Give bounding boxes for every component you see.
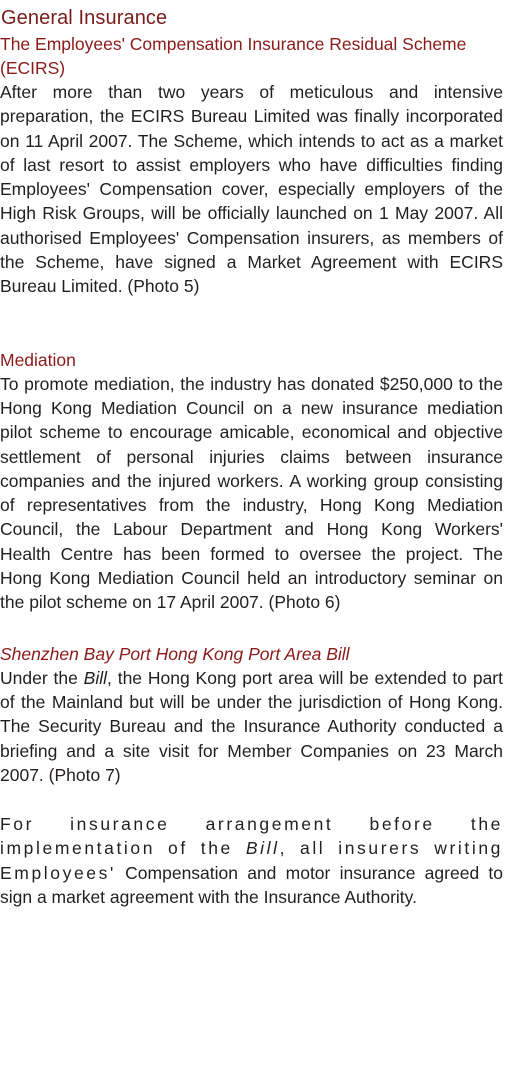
spacer: [0, 615, 503, 640]
shenzhen-paragraph-1: [0, 666, 503, 787]
shenzhen-p2-lead: For insurance arrangement before the implementation of the: [0, 814, 503, 859]
mediation-heading: Mediation: [0, 349, 76, 370]
shenzhen-heading: Shenzhen Bay Port Hong Kong Port Area Bill: [0, 643, 350, 664]
ecirs-paragraph: After more than two years of meticulous and intensive preparation, the ECIRS Bureau Limited was finally incorporated on 11 April 2007. The Scheme, which intends to act as a market of last resort to assist employers who have difficulties finding Employees' Compensation cover, especially employers of the High Risk Groups, will be officially launched on 1 May 2007. All authorised Employees' Compensation insurers, as members of the Scheme, have signed a Market Agreement with ECIRS Bureau Limited. (Photo 5): [0, 82, 503, 297]
section-title: General Insurance: [1, 7, 168, 29]
shenzhen-p2-rest-first: , all insurers writing Employees': [0, 838, 503, 883]
shenzhen-p1-text-after: , the Hong Kong port area will be extended to part of the Mainland but will be under the jurisdiction of Hong Kong. The Security Bureau and the Insurance Authority conducted a briefing and a site visit for Member Companies on 23 March 2007. (Photo 7): [0, 667, 503, 785]
shenzhen-paragraph-2: [0, 812, 503, 909]
shenzhen-p2-rest: Compensation and motor insurance agreed to sign a market agreement with the Insurance Authority.: [0, 862, 503, 908]
spacer: [0, 787, 503, 812]
bill-italic: Bill: [245, 838, 280, 859]
mediation-paragraph: To promote mediation, the industry has donated $250,000 to the Hong Kong Mediation Council on a new insurance mediation pilot scheme to encourage amicable, economical and objective settlement of personal injuries claims between insurance companies and the injured workers. A working group consisting of representatives from the industry, Hong Kong Mediation Council, the Labour Department and Hong Kong Workers' Health Centre has been formed to oversee the project. The Hong Kong Mediation Council held an introductory seminar on the pilot scheme on 17 April 2007. (Photo 6): [0, 373, 503, 613]
spacer: [0, 299, 503, 346]
shenzhen-p1-text-before: Under the: [0, 667, 84, 688]
bill-italic: Bill: [83, 667, 108, 688]
ecirs-heading: The Employees' Compensation Insurance Residual Scheme (ECIRS): [0, 34, 467, 78]
